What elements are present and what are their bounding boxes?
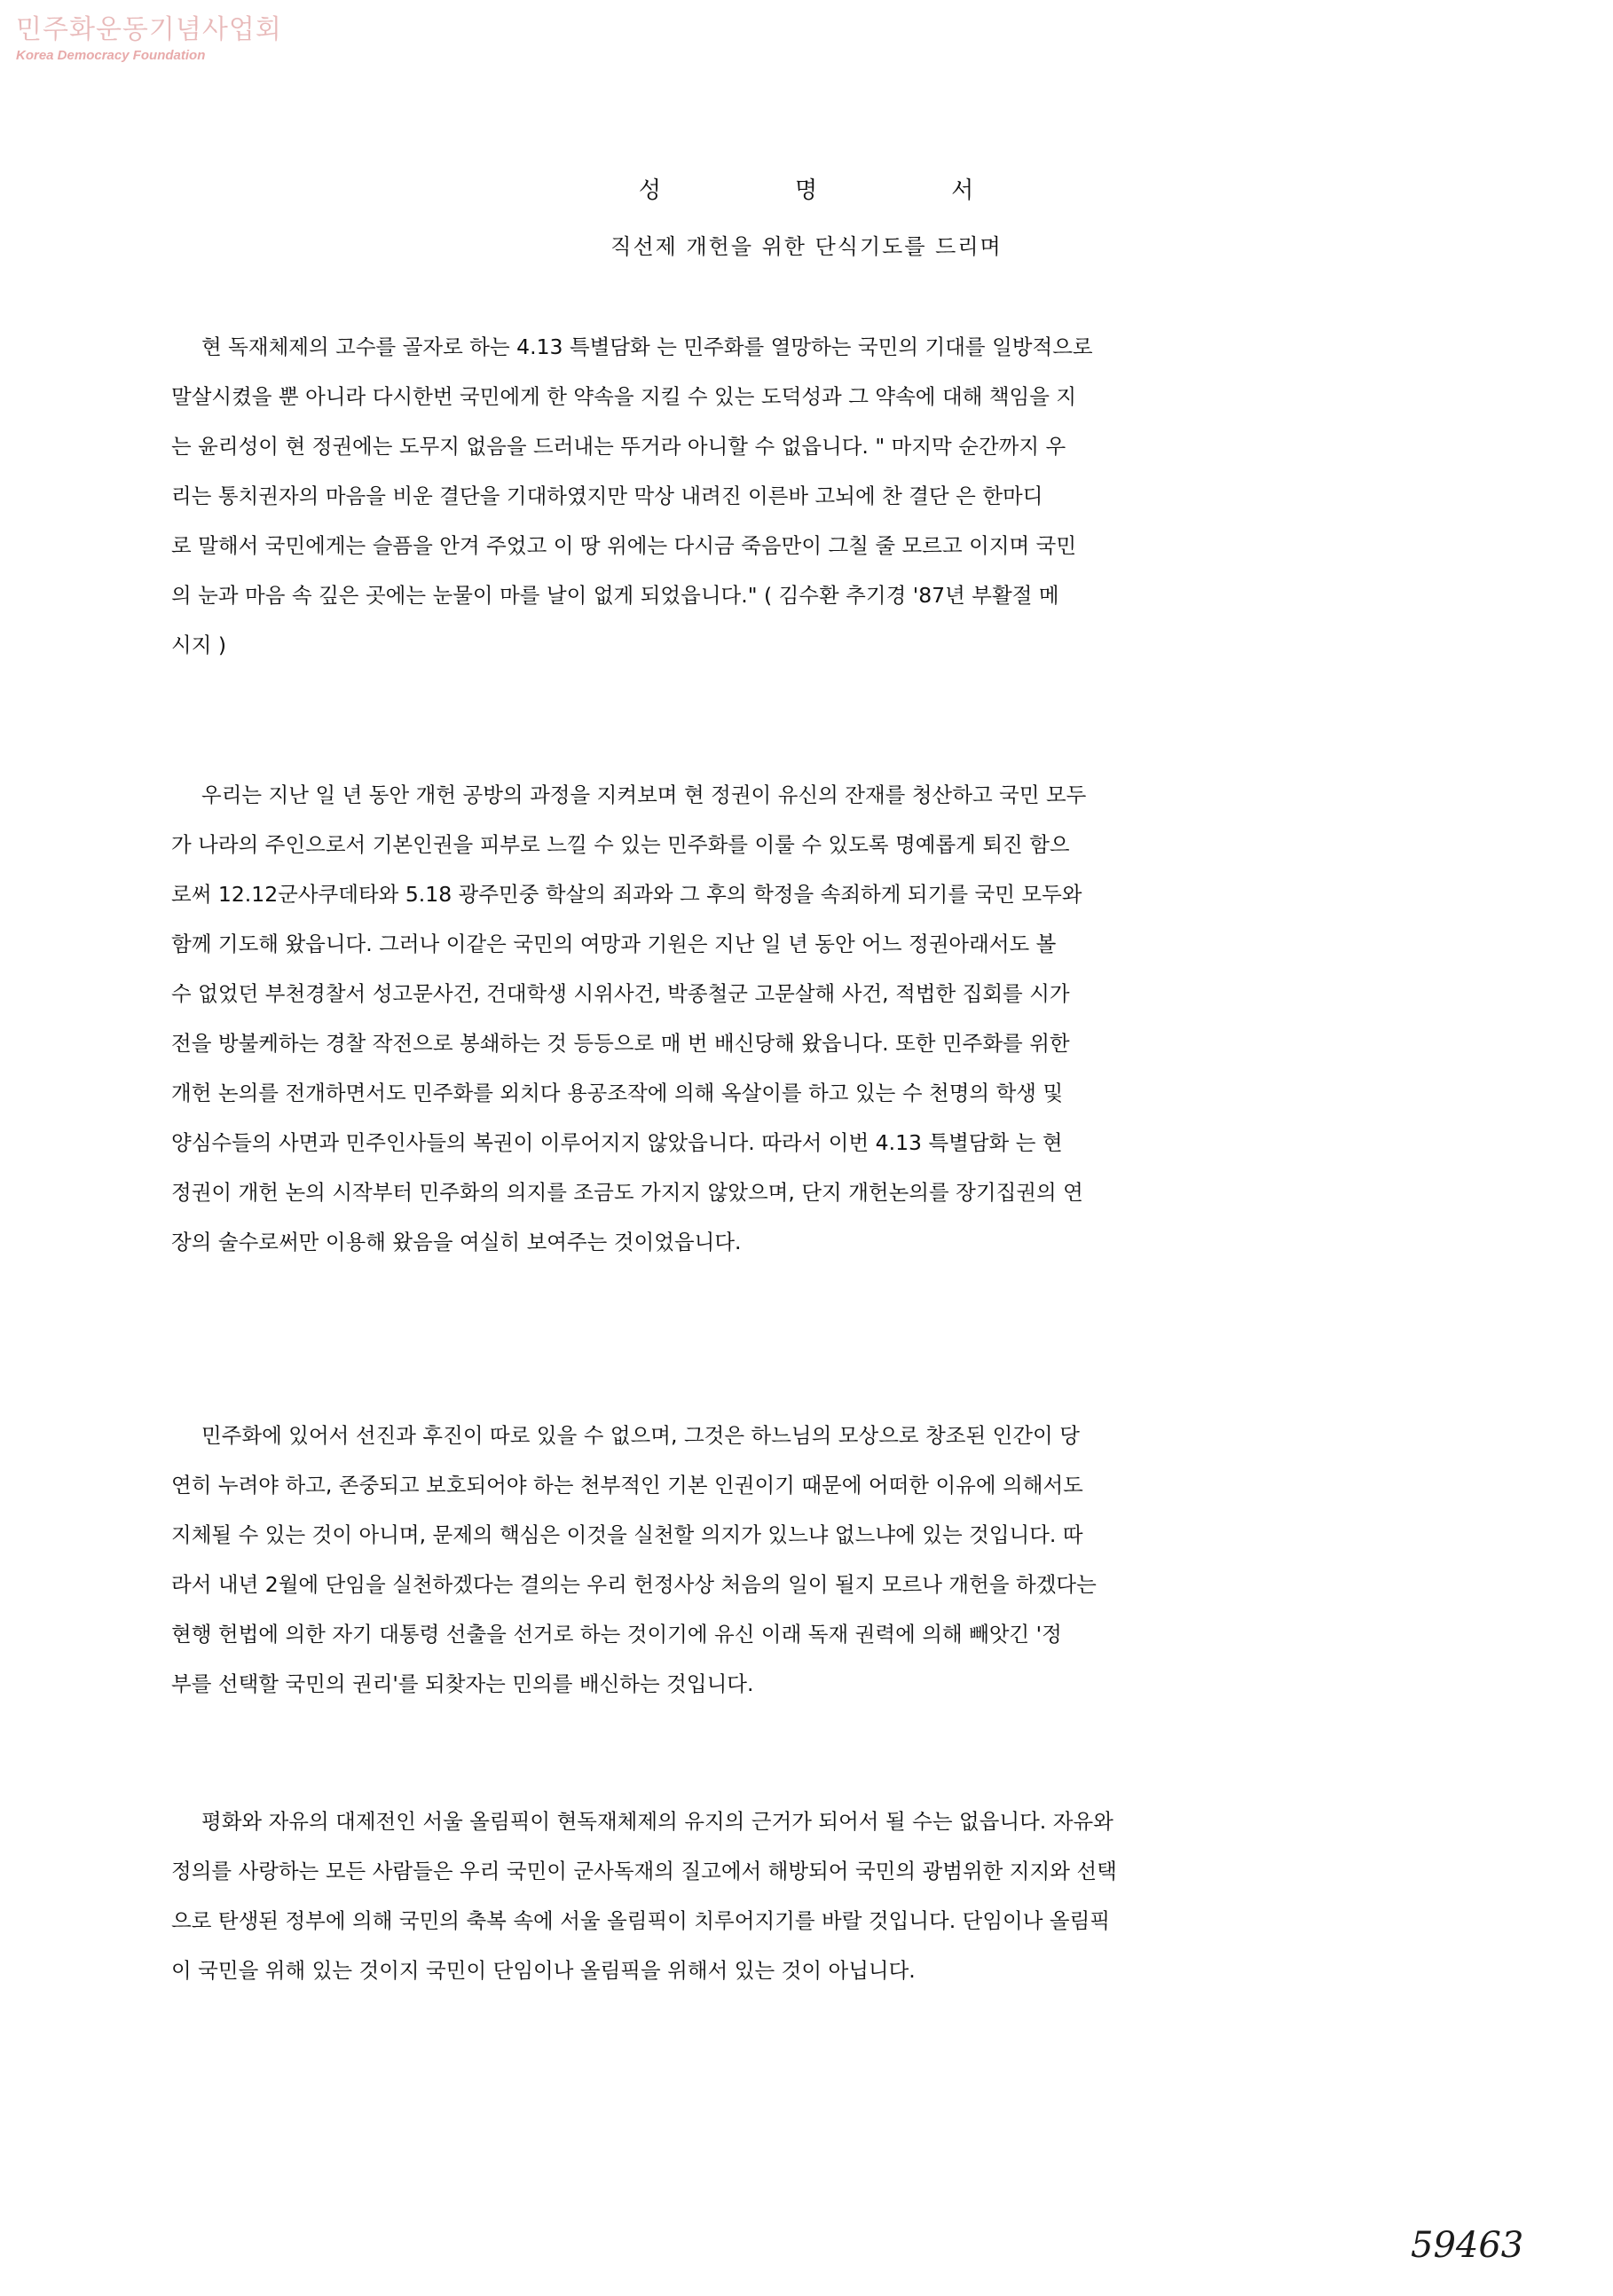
text-line: 현행 헌법에 의한 자기 대통령 선출을 선거로 하는 것이기에 유신 이래 독재 권력에 의해 빼앗긴 '정 <box>171 1622 1062 1647</box>
text-line: 라서 내년 2월에 단임을 실천하겠다는 결의는 우리 헌정사상 처음의 일이 될지 모르나 개헌을 하겠다는 <box>171 1572 1097 1597</box>
text-line: 전을 방불케하는 경찰 작전으로 봉쇄하는 것 등등으로 매 번 배신당해 왔읍니다. 또한 민주화를 위한 <box>171 1031 1070 1056</box>
paragraph-2 <box>171 770 1086 1267</box>
text-line: 로써 12.12군사쿠데타와 5.18 광주민중 학살의 죄과와 그 후의 학정을 속죄하게 되기를 국민 모두와 <box>171 882 1082 907</box>
text-line: 연히 누려야 하고, 존중되고 보호되어야 하는 천부적인 기본 인권이기 때문에 어떠한 이유에 의해서도 <box>171 1473 1083 1498</box>
page-number: 59463 <box>1411 2225 1524 2266</box>
text-line: 부를 선택할 국민의 권리'를 되찾자는 민의를 배신하는 것입니다. <box>171 1671 754 1696</box>
text-line: 정권이 개헌 논의 시작부터 민주화의 의지를 조금도 가지지 않았으며, 단지 개헌논의를 장기집권의 연 <box>171 1180 1083 1205</box>
text-line: 개헌 논의를 전개하면서도 민주화를 외치다 용공조작에 의해 옥살이를 하고 있는 수 천명의 학생 및 <box>171 1081 1064 1105</box>
text-line: 수 없었던 부천경찰서 성고문사건, 건대학생 시위사건, 박종철군 고문살해 사건, 적법한 집회를 시가 <box>171 981 1070 1006</box>
text-line: 리는 통치권자의 마음을 비운 결단을 기대하였지만 막상 내려진 이른바 고뇌에 찬 결단 은 한마디 <box>171 484 1043 508</box>
paragraph-3 <box>171 1411 1097 1709</box>
text-line: 우리는 지난 일 년 동안 개헌 공방의 과정을 지켜보며 현 정권이 유신의 잔재를 청산하고 국민 모두 <box>201 782 1087 807</box>
text-line: 는 윤리성이 현 정권에는 도무지 없음을 드러내는 뚜거라 아니할 수 없읍니다. " 마지막 순간까지 우 <box>171 434 1066 459</box>
text-line: 정의를 사랑하는 모든 사람들은 우리 국민이 군사독재의 질고에서 해방되어 국민의 광범위한 지지와 선택 <box>171 1859 1117 1883</box>
text-line: 장의 술수로써만 이용해 왔음을 여실히 보여주는 것이었읍니다. <box>171 1230 742 1254</box>
foundation-watermark <box>16 12 300 64</box>
text-line: 으로 탄생된 정부에 의해 국민의 축복 속에 서울 올림픽이 치루어지기를 바랄 것입니다. 단임이나 올림픽 <box>171 1908 1111 1933</box>
document-title <box>0 173 1613 208</box>
text-line: 가 나라의 주인으로서 기본인권을 피부로 느낄 수 있는 민주화를 이룰 수 있도록 명예롭게 퇴진 함으 <box>171 832 1070 857</box>
text-line: 로 말해서 국민에게는 슬픔을 안겨 주었고 이 땅 위에는 다시금 죽음만이 그칠 줄 모르고 이지며 국민 <box>171 533 1077 558</box>
text-line: 평화와 자유의 대제전인 서울 올림픽이 현독재체제의 유지의 근거가 되어서 될 수는 없읍니다. 자유와 <box>201 1809 1113 1834</box>
text-line: 지체될 수 있는 것이 아니며, 문제의 핵심은 이것을 실천할 의지가 있느냐 없느냐에 있는 것입니다. 따 <box>171 1522 1083 1547</box>
title-char: 성 <box>638 177 662 204</box>
paragraph-4 <box>171 1797 1117 1995</box>
text-line: 민주화에 있어서 선진과 후진이 따로 있을 수 없으며, 그것은 하느님의 모상으로 창조된 인간이 당 <box>201 1423 1080 1448</box>
text-line: 말살시켰을 뿐 아니라 다시한번 국민에게 한 약속을 지킬 수 있는 도덕성과 그 약속에 대해 책임을 지 <box>171 384 1077 409</box>
text-line: 현 독재체제의 고수를 골자로 하는 4.13 특별담화 는 민주화를 열망하는 국민의 기대를 일방적으로 <box>201 334 1093 359</box>
text-line: 시지 ) <box>171 633 227 657</box>
document-subtitle: 직선제 개헌을 위한 단식기도를 드리며 <box>610 234 1003 259</box>
watermark-korean: 민주화운동기념사업회 <box>16 14 282 45</box>
text-line: 함께 기도해 왔읍니다. 그러나 이같은 국민의 여망과 기원은 지난 일 년 동안 어느 정권아래서도 볼 <box>171 932 1057 956</box>
title-char: 명 <box>794 177 819 204</box>
text-line: 이 국민을 위해 있는 것이지 국민이 단임이나 올림픽을 위해서 있는 것이 아닙니다. <box>171 1958 916 1983</box>
paragraph-1 <box>171 322 1093 670</box>
watermark-english: Korea Democracy Foundation <box>16 48 206 63</box>
text-line: 의 눈과 마음 속 깊은 곳에는 눈물이 마를 날이 없게 되었읍니다." ( 김수환 추기경 '87년 부활절 메 <box>171 583 1059 608</box>
title-char: 서 <box>951 177 975 204</box>
text-line: 양심수들의 사면과 민주인사들의 복권이 이루어지지 않았읍니다. 따라서 이번 4.13 특별담화 는 현 <box>171 1130 1063 1155</box>
